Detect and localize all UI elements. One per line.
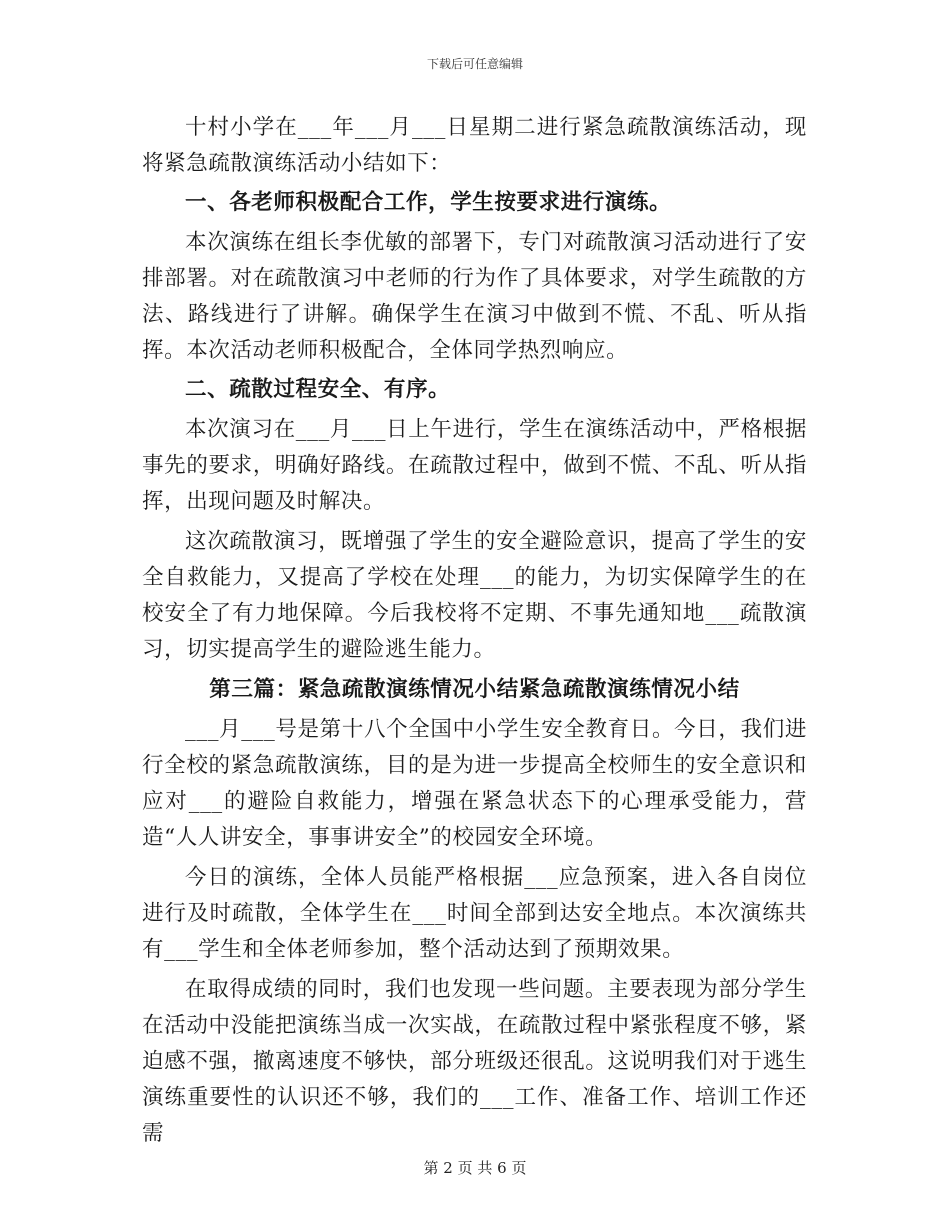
section2-paragraph-2: 这次疏散演习，既增强了学生的安全避险意识，提高了学生的安全自救能力，又提高了学校在处理___的能力，为切实保障学生的在校安全了有力地保障。今后我校将不定期、不事先通知地___疏散演习，切实提高学生的避险逃生能力。 [142,529,807,662]
part3-title: 第三篇：紧急疏散演练情况小结紧急疏散演练情况小结 [209,677,740,702]
section1-heading: 一、各老师积极配合工作，学生按要求进行演练。 [185,190,672,215]
section1-paragraph: 本次演练在组长李优敏的部署下，专门对疏散演习活动进行了安排部署。对在疏散演习中老师的行为作了具体要求，对学生疏散的方法、路线进行了讲解。确保学生在演习中做到不慌、不乱、听从指挥。本次活动老师积极配合，全体同学热烈响应。 [142,230,807,363]
document-body [142,110,807,1152]
part3-paragraph-1: ___月___号是第十八个全国中小学生安全教育日。今日，我们进行全校的紧急疏散演练，目的是为进一步提高全校师生的安全意识和应对___的避险自救能力，增强在紧急状态下的心理承受能力，营造“人人讲安全，事事讲安全”的校园安全环境。 [142,717,807,850]
page-header: 下载后可任意编辑 [426,57,523,71]
intro-paragraph: 十村小学在___年___月___日星期二进行紧急疏散演练活动，现将紧急疏散演练活动小结如下： [142,115,807,176]
page-footer: 第 2 页 共 6 页 [423,1159,527,1177]
part3-paragraph-3: 在取得成绩的同时，我们也发现一些问题。主要表现为部分学生在活动中没能把演练当成一次实战，在疏散过程中紧张程度不够，紧迫感不强，撤离速度不够快，部分班级还很乱。这说明我们对于逃生演练重要性的认识还不够，我们的___工作、准备工作、培训工作还需 [142,977,807,1146]
part3-paragraph-2: 今日的演练，全体人员能严格根据___应急预案，进入各自岗位进行及时疏散，全体学生在___时间全部到达安全地点。本次演练共有___学生和全体老师参加，整个活动达到了预期效果。 [142,865,807,962]
section2-paragraph: 本次演习在___月___日上午进行，学生在演练活动中，严格根据事先的要求，明确好路线。在疏散过程中，做到不慌、不乱、听从指挥，出现问题及时解决。 [142,417,807,514]
section2-heading: 二、疏散过程安全、有序。 [185,377,451,402]
